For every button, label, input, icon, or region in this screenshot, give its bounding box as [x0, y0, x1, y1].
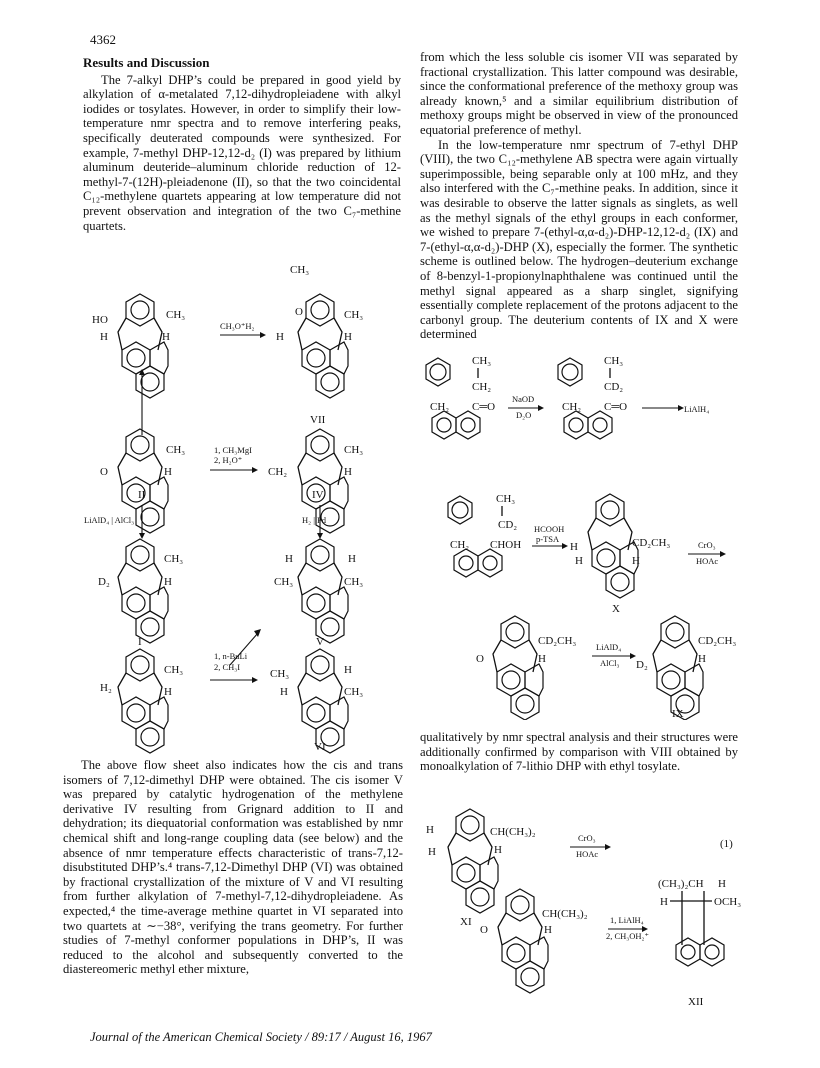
methyl-label: CH₃ — [166, 309, 186, 321]
compound-label-iv: IV — [312, 489, 324, 501]
reagent-reduction-step-1: 1, LiAlH₄ — [610, 915, 644, 925]
h-label: H — [344, 331, 352, 343]
compound-label-vii: VII — [310, 414, 326, 426]
carbonyl-label: C═O — [472, 401, 496, 413]
h-label: H — [544, 924, 552, 936]
deuteromethylene-label: CD₂ — [498, 519, 518, 531]
right-column — [420, 50, 738, 342]
scheme-3-equation — [420, 805, 750, 1020]
ethyl-d2-label: CD₂CH₃ — [632, 537, 671, 549]
methylene-label: CH₂ — [472, 381, 492, 393]
reagent-lialh4: LiAlH₄ — [684, 404, 710, 414]
reagent-alkylation-step-1: 1, n-BuLi — [214, 651, 248, 661]
methyl-label: CH₃ — [496, 493, 516, 505]
reagent-reduction: LiAlD₄ | AlCl₃ — [84, 515, 135, 525]
isopropyl-label: CH(CH₃)₂ — [490, 826, 536, 838]
reagent-hydrogenation: H₂ | Pd — [302, 515, 327, 525]
compound-label-x: X — [612, 603, 620, 615]
ethyl-d2-label: CD₂CH₃ — [698, 635, 737, 647]
scheme-2-synthesis — [420, 350, 750, 720]
compound-label-i: I — [138, 636, 142, 648]
reagent-reduction-step-2: 2, CH₃OH₂⁺ — [606, 931, 649, 941]
compound-label-v: V — [316, 636, 324, 648]
reagent-hoac: HOAc — [696, 556, 719, 566]
deuterium-label: D₂ — [636, 659, 648, 671]
methyl-label: CH₃ — [164, 553, 184, 565]
right-column-lower — [420, 730, 738, 774]
reagent-cro3: CrO₃ — [698, 540, 716, 550]
reagent-ptsa: p-TSA — [536, 534, 560, 544]
methylene-label: CH₂ — [450, 539, 470, 551]
paragraph-results-intro: The 7-alkyl DHP’s could be prepared in good yield by alkylation of α-metalated 7,12-dihydropleiadene with alkyl iodides or tosylates. However, in order to simplify their low-temperature nmr spectra and to remove interfering peaks, specifically deuterated compounds were synthesized. For example, 7-methyl DHP-12,12-d₂ (I) was prepared by lithium aluminum deuteride–aluminum chloride reduction of 12-methyl-7-(12H)-pleiadenone (II), so that the two coincidental C₁₂-methylene quartets appearing at low temperature did not prevent observation and integration of the two C₇-methine quartets. — [83, 72, 401, 233]
h-label: H — [162, 331, 170, 343]
h-label: H — [344, 466, 352, 478]
compound-label-xi: XI — [460, 916, 472, 928]
h-label: H — [285, 553, 293, 565]
equation-number: (1) — [720, 838, 733, 850]
carbonyl-label: C═O — [604, 401, 628, 413]
methylene-label: CH₂ — [562, 401, 582, 413]
reagent-naod: NaOD — [512, 394, 535, 404]
oxygen-label: O — [476, 653, 484, 665]
h-label: H — [538, 653, 546, 665]
methyl-label: CH₃ — [344, 686, 364, 698]
oxygen-label: O — [295, 306, 303, 318]
dihydrogen-label: H₂ — [100, 682, 112, 694]
deuterium-label: D₂ — [98, 576, 110, 588]
methoxy-label: OCH₃ — [714, 896, 742, 908]
methyl-label: CH₃ — [274, 576, 294, 588]
isopropyl-label: (CH₃)₂CH — [658, 878, 704, 890]
reagent-alkylation-step-2: 2, CH₃I — [214, 662, 241, 672]
reagent-grignard-step-1: 1, CH₃MgI — [214, 445, 252, 455]
compound-label-xii: XII — [688, 996, 704, 1008]
paragraph-ethyl-dhp: In the low-temperature nmr spectrum of 7-ethyl DHP (VIII), the two C₁₂-methylene AB spectra were again virtually superimpossible, being separable only at 100 mHz, and they also interfered with the C₇-methine peaks. In addition, since it was desirable to observe the latter signals as singlets, as well as the methyl signals of the ethyl groups in each conformer, we wished to prepare 7-(ethyl-α,α-d₂)-DHP-12,12-d₂ (IX) and 7-(ethyl-α,α-d₂)-DHP (X), especially the former. The synthetic scheme is outlined below. The hydrogen–deuterium exchange of 8-benzyl-1-propionylnaphthalene was continued until the methyl signal appeared as a sharp singlet, signifying essentially complete replacement of the protons adjacent to the carbonyl group. The deuterium contents of IX and X were determined — [420, 137, 738, 342]
h-label: H — [570, 541, 578, 553]
reagent-d2o: D₂O — [516, 410, 532, 420]
compound-label-ix: IX — [672, 708, 684, 720]
left-column — [83, 56, 401, 233]
h-label: H — [100, 331, 108, 343]
methyl-label: CH₃ — [164, 664, 184, 676]
methyl-label: CH₃ — [344, 444, 364, 456]
h-label: H — [164, 466, 172, 478]
reagent-grignard-step-2: 2, H₂O⁺ — [214, 455, 243, 465]
hydroxyl-label: HO — [92, 314, 108, 326]
h-label: H — [698, 653, 706, 665]
h-label: H — [348, 553, 356, 565]
h-label: H — [426, 824, 434, 836]
h-label: H — [575, 555, 583, 567]
carbinol-label: CHOH — [490, 539, 522, 551]
journal-footer: Journal of the American Chemical Society / 89:17 / August 16, 1967 — [90, 1030, 432, 1044]
reagent-lialD4: LiAlD₄ — [596, 642, 622, 652]
methyl-label: CH₃ — [344, 576, 364, 588]
reagent-alcl3: AlCl₃ — [600, 658, 620, 668]
h-label: H — [276, 331, 284, 343]
deuteromethylene-label: CD₂ — [604, 381, 624, 393]
oxygen-label: O — [100, 466, 108, 478]
methyl-label: CH₃ — [290, 264, 310, 276]
section-heading: Results and Discussion — [83, 55, 210, 70]
paragraph-cis-trans: The above flow sheet also indicates how the cis and trans isomers of 7,12-dimethyl DHP were obtained. The cis isomer V was prepared by catalytic hydrogenation of the methylene derivative IV resulting from Grignard addition to II and dehydration; its diequatorial conformation was established by nmr chemical shift and long-range coupling data (see below) and the absence of nmr temperature effects characteristic of trans-7,12-disubstituted DHP’s.⁴ trans-7,12-Dimethyl DHP (VI) was obtained by fractional crystallization of the mixture of V and VI resulting from further alkylation of 7-methyl-7,12-dihydropleiadene. As expected,⁴ the time-average methine quartet in VI separated into two quartets at ∼−38°, verifying the trans geometry. For further studies of 7-methyl conformer populations in DHP’s, II was reduced to the alcohol and subsequently converted to the diastereomeric methyl ether mixture, — [63, 758, 403, 977]
h-label: H — [344, 664, 352, 676]
methylene-label: CH₂ — [430, 401, 450, 413]
reagent-hoac: HOAc — [576, 849, 599, 859]
h-label: H — [718, 878, 726, 890]
reagent-cro3: CrO₃ — [578, 833, 596, 843]
compound-label-vi: VI — [314, 741, 326, 753]
h-label: H — [164, 686, 172, 698]
h-label: H — [164, 576, 172, 588]
h-label: H — [428, 846, 436, 858]
h-label: H — [280, 686, 288, 698]
methyl-label: CH₃ — [344, 309, 364, 321]
methyl-label: CH₃ — [166, 444, 186, 456]
h-label: H — [632, 555, 640, 567]
methyl-label: CH₃ — [270, 668, 290, 680]
isopropyl-label: CH(CH₃)₂ — [542, 908, 588, 920]
h-label: H — [494, 844, 502, 856]
scheme-1-flow-sheet — [80, 255, 410, 755]
methyl-label: CH₃ — [472, 355, 492, 367]
methylene-label: CH₂ — [268, 466, 288, 478]
compound-label-ii: II — [138, 489, 146, 501]
left-column-lower — [63, 758, 403, 977]
h-label: H — [660, 896, 668, 908]
paragraph-cis-isomer: from which the less soluble cis isomer VII was separated by fractional crystallization. This latter compound was desirable, since the conformational preference of the methoxy group was already known,⁵ and a similar equilibrium distribution of methoxy groups might be observed in view of the pronounced equatorial preference of methyl. — [420, 50, 738, 137]
methyl-label: CH₃ — [604, 355, 624, 367]
ethyl-d2-label: CD₂CH₃ — [538, 635, 577, 647]
page-number: 4362 — [90, 32, 116, 47]
paragraph-confirmation: qualitatively by nmr spectral analysis and their structures were additionally confirmed by comparison with VIII obtained by monoalkylation of 7-lithio DHP with ethyl tosylate. — [420, 730, 738, 774]
reagent-formic-acid: HCOOH — [534, 524, 565, 534]
reagent-methylation: CH₃O⁺H₂ — [220, 321, 255, 331]
oxygen-label: O — [480, 924, 488, 936]
